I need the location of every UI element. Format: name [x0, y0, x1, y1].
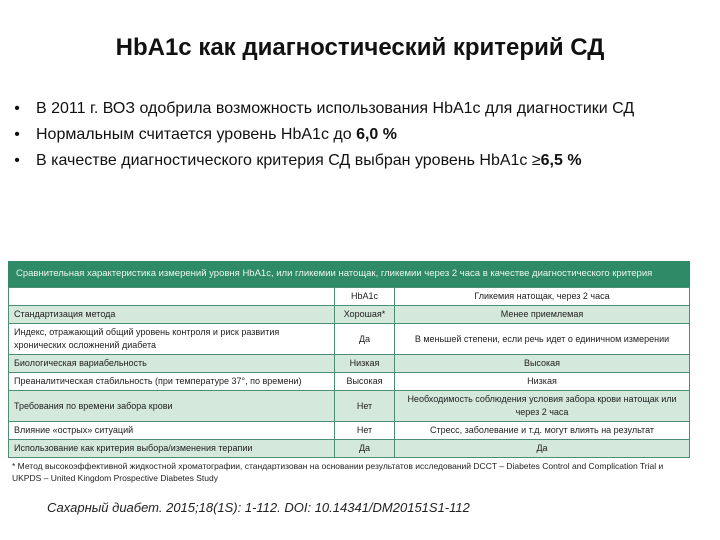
table-cell: Нет	[335, 422, 395, 440]
table-cell: Необходимость соблюдения условия забора крови натощак или через 2 часа	[395, 391, 690, 422]
table-row	[9, 440, 690, 458]
table-row	[9, 391, 690, 422]
table-cell: Стандартизация метода	[9, 306, 335, 324]
table-cell: Использование как критерия выбора/изменения терапии	[9, 440, 335, 458]
bullet-item	[10, 148, 710, 174]
table-cell: Хорошая*	[335, 306, 395, 324]
bullet-dot: •	[14, 152, 20, 169]
bullet-bold-value: 6,5 %	[540, 152, 582, 169]
table-caption: Сравнительная характеристика измерений уровня HbA1c, или гликемии натощак, гликемии через 2 часа в качестве диагностического критерия	[8, 261, 690, 287]
table-cell: В меньшей степени, если речь идет о единичном измерении	[395, 324, 690, 355]
table-cell: Нет	[335, 391, 395, 422]
table-cell: Влияние «острых» ситуаций	[9, 422, 335, 440]
table-cell: Высокая	[395, 355, 690, 373]
table-row	[9, 324, 690, 355]
bullet-dot: •	[14, 100, 20, 117]
column-header	[9, 288, 335, 306]
table-cell: Требования по времени забора крови	[9, 391, 335, 422]
table-row	[9, 355, 690, 373]
column-header: HbA1c	[335, 288, 395, 306]
bullet-item	[10, 96, 710, 122]
bullet-text: В 2011 г. ВОЗ одобрила возможность использования HbA1c для диагностики СД	[36, 100, 635, 117]
table-row	[9, 373, 690, 391]
bullet-text: Нормальным считается уровень HbA1c до	[36, 126, 357, 143]
table-cell: Низкая	[335, 355, 395, 373]
table-header-row	[9, 288, 690, 306]
table-cell: Менее приемлемая	[395, 306, 690, 324]
bullet-dot: •	[14, 126, 20, 143]
table-footnote: * Метод высокоэффективной жидкостной хроматографии, стандартизован на основании результатов исследований DCCT – Diabetes Control and Complication Trial и UKPDS – United Kingdom Prospective Diabetes Study	[8, 458, 690, 488]
table-cell: Да	[395, 440, 690, 458]
comparison-table	[8, 261, 690, 488]
bullet-list	[10, 96, 710, 174]
table-cell: Преаналитическая стабильность (при температуре 37°, по времени)	[9, 373, 335, 391]
table-cell: Высокая	[335, 373, 395, 391]
table-cell: Индекс, отражающий общий уровень контроля и риск развития хронических осложнений диабета	[9, 324, 335, 355]
table-cell: Да	[335, 440, 395, 458]
table-row	[9, 422, 690, 440]
slide-title: HbA1c как диагностический критерий СД	[115, 34, 605, 61]
table-cell: Стресс, заболевание и т.д. могут влиять на результат	[395, 422, 690, 440]
bullet-bold-value: 6,0 %	[356, 126, 397, 143]
table-row	[9, 306, 690, 324]
table-cell: Биологическая вариабельность	[9, 355, 335, 373]
table-cell: Да	[335, 324, 395, 355]
column-header: Гликемия натощак, через 2 часа	[395, 288, 690, 306]
citation: Сахарный диабет. 2015;18(1S): 1-112. DOI: 10.14341/DM20151S1-112	[47, 500, 470, 515]
table-cell: Низкая	[395, 373, 690, 391]
bullet-item	[10, 122, 710, 148]
bullet-text: В качестве диагностического критерия СД выбран уровень HbA1c ≥	[36, 152, 541, 169]
